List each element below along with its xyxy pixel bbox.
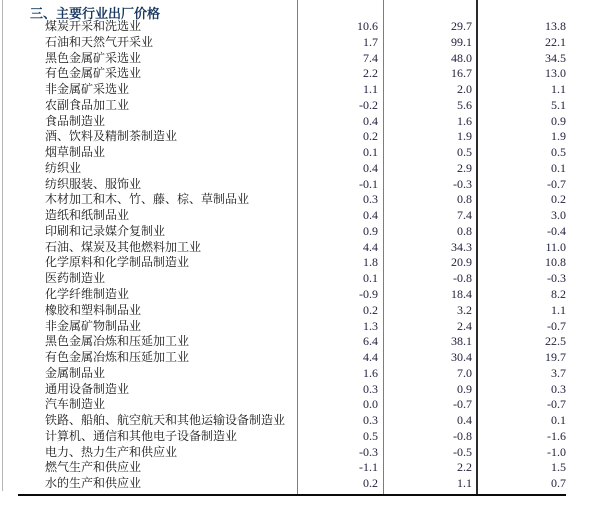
value-col3: 0.5 (551, 145, 566, 160)
table-row (0, 476, 600, 492)
value-col3: 0.7 (551, 476, 566, 491)
table-row (0, 145, 600, 161)
value-col3: 19.7 (545, 350, 566, 365)
table-row (0, 334, 600, 350)
value-col3: -0.7 (547, 176, 566, 191)
value-col1: 0.2 (363, 476, 378, 491)
value-col2: 0.5 (457, 145, 472, 160)
industry-name: 金属制品业 (45, 365, 106, 380)
table-row (0, 129, 600, 145)
value-col1: 0.1 (363, 271, 378, 286)
table-bottom-border (18, 494, 566, 496)
value-col2: 7.4 (457, 208, 472, 223)
value-col2: 16.7 (451, 66, 472, 81)
value-col2: 2.9 (457, 160, 472, 175)
table-row (0, 66, 600, 82)
value-col1: 0.3 (363, 413, 378, 428)
value-col3: 11.0 (545, 239, 566, 254)
table-row (0, 240, 600, 256)
value-col3: 0.1 (551, 160, 566, 175)
value-col2: 38.1 (451, 334, 472, 349)
value-col3: -0.7 (547, 397, 566, 412)
industry-name: 纺织服装、服饰业 (45, 176, 142, 191)
value-col2: 0.8 (457, 223, 472, 238)
value-col3: 22.5 (545, 334, 566, 349)
table-row (0, 208, 600, 224)
industry-name: 农副食品加工业 (45, 97, 130, 112)
value-col3: 8.2 (551, 287, 566, 302)
table-row (0, 224, 600, 240)
value-col1: 0.3 (363, 381, 378, 396)
value-col2: 2.4 (457, 318, 472, 333)
value-col1: 0.3 (363, 192, 378, 207)
value-col3: 13.0 (545, 66, 566, 81)
value-col2: 0.9 (457, 381, 472, 396)
value-col1: 0.4 (363, 160, 378, 175)
table-row (0, 177, 600, 193)
value-col3: -1.0 (547, 444, 566, 459)
value-col1: 2.2 (363, 66, 378, 81)
industry-name: 铁路、船舶、航空航天和其他运输设备制造业 (45, 413, 286, 428)
industry-name: 食品制造业 (45, 113, 106, 128)
value-col2: 2.0 (457, 82, 472, 97)
value-col2: 2.2 (457, 460, 472, 475)
industry-name: 化学原料和化学制品制造业 (45, 255, 190, 270)
value-col3: 0.1 (551, 413, 566, 428)
value-col1: 0.5 (363, 428, 378, 443)
value-col1: 1.7 (363, 34, 378, 49)
value-col1: 4.4 (363, 239, 378, 254)
value-col3: 3.7 (551, 365, 566, 380)
table-row (0, 161, 600, 177)
value-col3: 34.5 (545, 50, 566, 65)
value-col3: 13.8 (545, 19, 566, 33)
value-col1: 1.1 (363, 82, 378, 97)
value-col2: 7.0 (457, 365, 472, 380)
table-row (0, 114, 600, 130)
table-row (0, 460, 600, 476)
table-row (0, 445, 600, 461)
value-col2: 1.1 (457, 476, 472, 491)
value-col3: -0.3 (547, 271, 566, 286)
value-col1: 10.6 (357, 19, 378, 33)
table-row (0, 19, 600, 35)
value-col2: -0.8 (453, 271, 472, 286)
value-col2: 99.1 (451, 34, 472, 49)
value-col1: 0.0 (363, 397, 378, 412)
value-col3: 1.9 (551, 129, 566, 144)
value-col2: 20.9 (451, 255, 472, 270)
value-col3: 0.3 (551, 381, 566, 396)
value-col3: 5.1 (551, 97, 566, 112)
price-table-body (0, 19, 600, 492)
value-col3: 3.0 (551, 208, 566, 223)
industry-name: 煤炭开采和洗选业 (45, 19, 142, 33)
value-col1: 7.4 (363, 50, 378, 65)
value-col1: -0.3 (359, 444, 378, 459)
table-row (0, 413, 600, 429)
table-row (0, 366, 600, 382)
value-col2: 18.4 (451, 287, 472, 302)
industry-name: 有色金属冶炼和压延加工业 (45, 350, 190, 365)
table-row (0, 397, 600, 413)
value-col1: -0.2 (359, 97, 378, 112)
industry-name: 石油、煤炭及其他燃料加工业 (45, 239, 202, 254)
industry-name: 燃气生产和供应业 (45, 460, 142, 475)
industry-name: 有色金属矿采选业 (45, 66, 142, 81)
industry-name: 酒、饮料及精制茶制造业 (45, 129, 178, 144)
value-col1: 0.4 (363, 208, 378, 223)
value-col3: 1.1 (551, 302, 566, 317)
value-col3: 22.1 (545, 34, 566, 49)
industry-name: 印刷和记录媒介复制业 (45, 223, 166, 238)
table-row (0, 271, 600, 287)
industry-name: 计算机、通信和其他电子设备制造业 (45, 428, 238, 443)
value-col1: 4.4 (363, 350, 378, 365)
table-row (0, 98, 600, 114)
value-col2: -0.8 (453, 428, 472, 443)
value-col2: 1.6 (457, 113, 472, 128)
industry-name: 汽车制造业 (45, 397, 106, 412)
value-col2: -0.3 (453, 176, 472, 191)
industry-name: 橡胶和塑料制品业 (45, 302, 142, 317)
value-col2: 34.3 (451, 239, 472, 254)
industry-name: 电力、热力生产和供应业 (45, 444, 178, 459)
value-col3: 0.9 (551, 113, 566, 128)
table-row (0, 255, 600, 271)
industry-name: 造纸和纸制品业 (45, 208, 130, 223)
value-col3: 0.2 (551, 192, 566, 207)
table-row (0, 350, 600, 366)
value-col1: 1.8 (363, 255, 378, 270)
value-col1: 1.6 (363, 365, 378, 380)
value-col1: 0.4 (363, 113, 378, 128)
table-row (0, 303, 600, 319)
value-col2: 0.4 (457, 413, 472, 428)
value-col2: -0.7 (453, 397, 472, 412)
value-col2: 3.2 (457, 302, 472, 317)
value-col2: 5.6 (457, 97, 472, 112)
value-col3: 1.1 (551, 82, 566, 97)
table-row (0, 82, 600, 98)
industry-name: 木材加工和木、竹、藤、棕、草制品业 (45, 192, 250, 207)
table-row (0, 319, 600, 335)
value-col1: 6.4 (363, 334, 378, 349)
value-col2: -0.5 (453, 444, 472, 459)
value-col3: 1.5 (551, 460, 566, 475)
industry-name: 水的生产和供应业 (45, 476, 142, 491)
value-col3: -0.4 (547, 223, 566, 238)
industry-name: 烟草制品业 (45, 145, 106, 160)
value-col1: 0.2 (363, 129, 378, 144)
table-row (0, 192, 600, 208)
value-col2: 48.0 (451, 50, 472, 65)
value-col1: -1.1 (359, 460, 378, 475)
value-col1: -0.9 (359, 287, 378, 302)
value-col1: 1.3 (363, 318, 378, 333)
value-col1: 0.9 (363, 223, 378, 238)
table-row (0, 429, 600, 445)
value-col1: 0.2 (363, 302, 378, 317)
value-col3: 10.8 (545, 255, 566, 270)
value-col1: -0.1 (359, 176, 378, 191)
value-col2: 0.8 (457, 192, 472, 207)
table-row (0, 35, 600, 51)
table-row (0, 51, 600, 67)
industry-name: 通用设备制造业 (45, 381, 130, 396)
value-col3: -0.7 (547, 318, 566, 333)
value-col3: -1.6 (547, 428, 566, 443)
industry-name: 黑色金属矿采选业 (45, 50, 142, 65)
industry-name: 化学纤维制造业 (45, 287, 130, 302)
table-row (0, 287, 600, 303)
industry-name: 非金属矿物制品业 (45, 318, 142, 333)
industry-name: 非金属矿采选业 (45, 82, 130, 97)
industry-name: 石油和天然气开采业 (45, 34, 154, 49)
value-col1: 0.1 (363, 145, 378, 160)
section-title: 三、主要行业出厂价格 (30, 7, 161, 22)
value-col2: 29.7 (451, 19, 472, 33)
value-col2: 30.4 (451, 350, 472, 365)
table-row (0, 382, 600, 398)
industry-name: 黑色金属冶炼和压延加工业 (45, 334, 190, 349)
industry-name: 纺织业 (45, 160, 82, 175)
value-col2: 1.9 (457, 129, 472, 144)
industry-name: 医药制造业 (45, 271, 106, 286)
